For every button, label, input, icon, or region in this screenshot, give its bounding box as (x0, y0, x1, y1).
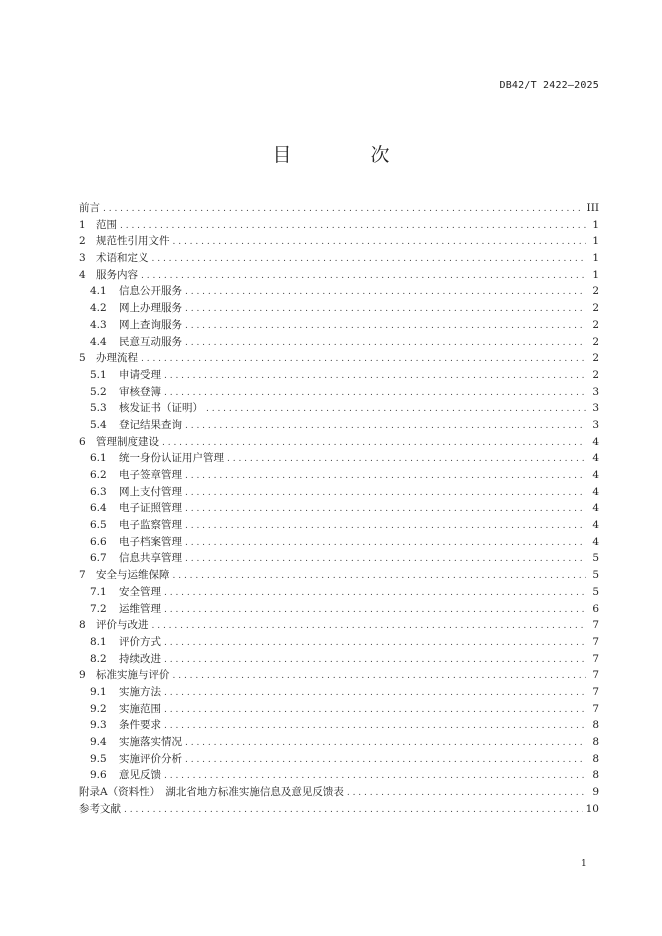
toc-entry-number: 4.2 (90, 302, 107, 315)
toc-entry[interactable] (79, 567, 599, 584)
toc-entry-label: 审核登簿 (119, 385, 161, 398)
toc-entry-page: 4 (592, 485, 599, 498)
toc-entry-label: 核发证书（证明） (119, 402, 203, 415)
page-title: 目 次 (272, 144, 420, 166)
toc-leader-dots (141, 268, 586, 285)
toc-entry-number: 4 (79, 268, 86, 281)
toc-leader-dots (227, 451, 586, 468)
toc-entry-page: 1 (592, 235, 599, 248)
toc-entry-page: 1 (592, 218, 599, 231)
toc-entry-number: 7.1 (90, 585, 107, 598)
toc-entry[interactable] (79, 334, 599, 351)
toc-entry-number: 4.1 (90, 285, 107, 298)
toc-entry-page: 6 (592, 602, 599, 615)
toc-leader-dots (164, 368, 586, 385)
toc-entry-page: 2 (592, 302, 599, 315)
toc-entry-page: 10 (585, 802, 599, 815)
table-of-contents (79, 200, 599, 817)
toc-entry-label: 网上查询服务 (119, 318, 182, 331)
toc-entry-label: 前言 (79, 202, 100, 214)
toc-entry-label: 申请受理 (119, 368, 161, 381)
toc-entry-number: 9.3 (90, 719, 107, 732)
toc-entry-label: 意见反馈 (119, 769, 161, 782)
toc-entry[interactable] (79, 434, 599, 451)
toc-entry[interactable] (79, 450, 599, 467)
toc-leader-dots (152, 251, 587, 268)
toc-entry-page: 4 (592, 535, 599, 548)
toc-entry-label: 安全与运维保障 (96, 569, 170, 582)
toc-leader-dots (185, 418, 586, 435)
toc-entry-label: 附录A（资料性） 湖北省地方标准实施信息及意见反馈表 (79, 786, 344, 799)
toc-entry-label: 实施落实情况 (119, 736, 182, 748)
toc-entry-page: 4 (592, 452, 599, 465)
toc-entry-page: III (586, 202, 599, 214)
toc-entry-label: 运维管理 (119, 602, 161, 615)
toc-leader-dots (141, 351, 586, 368)
toc-entry[interactable] (79, 500, 599, 517)
toc-entry-label: 术语和定义 (96, 252, 149, 265)
toc-entry[interactable] (79, 534, 599, 551)
toc-entry-page: 2 (592, 352, 599, 365)
toc-entry-number: 5.3 (90, 402, 107, 415)
toc-entry-label: 条件要求 (119, 719, 161, 732)
toc-entry-page: 2 (592, 285, 599, 298)
toc-leader-dots (164, 635, 586, 652)
document-code: DB42/T 2422—2025 (499, 80, 599, 91)
toc-entry-number: 6.3 (90, 485, 107, 498)
toc-leader-dots (185, 735, 586, 752)
toc-leader-dots (185, 318, 586, 335)
toc-leader-dots (173, 568, 587, 585)
toc-entry-label: 实施方法 (119, 685, 161, 698)
toc-entry-label: 服务内容 (96, 268, 138, 281)
toc-entry[interactable] (79, 667, 599, 684)
toc-leader-dots (185, 468, 586, 485)
toc-leader-dots (120, 218, 586, 235)
toc-entry-label: 网上支付管理 (119, 485, 182, 498)
toc-entry[interactable] (79, 651, 599, 668)
toc-leader-dots (152, 618, 587, 635)
toc-entry[interactable] (79, 367, 599, 384)
toc-entry-number: 5.2 (90, 385, 107, 398)
toc-entry[interactable] (79, 701, 599, 718)
toc-entry[interactable] (79, 784, 599, 801)
toc-leader-dots (164, 602, 586, 619)
toc-entry-label: 网上办理服务 (119, 302, 182, 315)
toc-leader-dots (164, 652, 586, 669)
toc-entry-page: 2 (592, 335, 599, 348)
toc-entry-number: 8.1 (90, 635, 107, 648)
toc-leader-dots (185, 335, 586, 352)
toc-leader-dots (185, 301, 586, 318)
toc-leader-dots (185, 518, 586, 535)
toc-entry-number: 3 (79, 252, 86, 265)
toc-entry-label: 信息共享管理 (119, 552, 182, 565)
toc-entry[interactable] (79, 300, 599, 317)
page-number: 1 (581, 859, 587, 869)
toc-leader-dots (164, 702, 586, 719)
toc-leader-dots (164, 685, 586, 702)
toc-entry-page: 7 (592, 652, 599, 665)
toc-leader-dots (164, 385, 586, 402)
toc-entry[interactable] (79, 584, 599, 601)
toc-entry[interactable] (79, 550, 599, 567)
toc-entry-label: 电子监察管理 (119, 519, 182, 532)
toc-entry[interactable] (79, 384, 599, 401)
toc-entry-number: 9.1 (90, 685, 107, 698)
toc-entry-number: 5 (79, 352, 86, 365)
toc-entry-page: 7 (592, 635, 599, 648)
toc-entry-number: 8 (79, 619, 86, 632)
toc-entry-page: 2 (592, 368, 599, 381)
toc-entry-label: 评价与改进 (96, 619, 149, 632)
toc-entry[interactable] (79, 617, 599, 634)
toc-entry[interactable] (79, 634, 599, 651)
toc-entry-label: 安全管理 (119, 585, 161, 598)
toc-entry[interactable] (79, 751, 599, 768)
toc-leader-dots (173, 234, 587, 251)
toc-entry-label: 范围 (96, 218, 117, 231)
toc-leader-dots (173, 668, 587, 685)
toc-entry-page: 1 (592, 252, 599, 265)
toc-entry-number: 8.2 (90, 652, 107, 665)
toc-entry-page: 8 (592, 769, 599, 782)
toc-entry-page: 3 (592, 385, 599, 398)
toc-entry-number: 4.4 (90, 335, 107, 348)
toc-entry[interactable] (79, 267, 599, 284)
toc-entry-page: 2 (592, 318, 599, 331)
toc-entry[interactable] (79, 517, 599, 534)
toc-entry[interactable] (79, 250, 599, 267)
toc-entry-number: 6 (79, 435, 86, 448)
toc-entry-number: 6.5 (90, 519, 107, 532)
toc-entry-number: 9.5 (90, 752, 107, 765)
toc-entry-label: 参考文献 (79, 802, 121, 815)
toc-entry-page: 5 (592, 585, 599, 598)
toc-entry-page: 3 (592, 418, 599, 431)
toc-entry-page: 7 (592, 702, 599, 715)
toc-entry-number: 2 (79, 235, 86, 248)
toc-leader-dots (164, 768, 586, 785)
toc-entry-label: 民意互动服务 (119, 335, 182, 348)
toc-leader-dots (185, 535, 586, 552)
toc-entry[interactable] (79, 317, 599, 334)
toc-leader-dots (347, 785, 586, 802)
toc-leader-dots (164, 718, 586, 735)
toc-leader-dots (185, 551, 586, 568)
toc-entry-number: 7.2 (90, 602, 107, 615)
toc-entry-number: 6.7 (90, 552, 107, 565)
toc-entry-label: 评价方式 (119, 635, 161, 648)
toc-entry-page: 4 (592, 469, 599, 481)
toc-entry[interactable] (79, 684, 599, 701)
toc-entry-label: 统一身份认证用户管理 (119, 452, 224, 465)
toc-entry-label: 电子证照管理 (119, 502, 182, 515)
toc-entry-number: 9.2 (90, 702, 107, 715)
toc-leader-dots (185, 284, 586, 301)
toc-entry[interactable] (79, 734, 599, 751)
toc-entry-label: 持续改进 (119, 652, 161, 665)
toc-entry-number: 6.4 (90, 502, 107, 515)
toc-entry-number: 9 (79, 669, 86, 682)
toc-entry-page: 3 (592, 402, 599, 415)
toc-entry-page: 1 (592, 268, 599, 281)
toc-leader-dots (206, 401, 586, 418)
toc-leader-dots (103, 201, 584, 218)
toc-entry-page: 8 (592, 736, 599, 748)
toc-entry-page: 5 (592, 569, 599, 582)
toc-entry-label: 标准实施与评价 (96, 669, 170, 682)
toc-entry-page: 4 (592, 502, 599, 515)
toc-entry-label: 规范性引用文件 (96, 235, 170, 248)
toc-entry-number: 5.4 (90, 418, 107, 431)
toc-entry[interactable] (79, 233, 599, 250)
toc-entry-number: 5.1 (90, 368, 107, 381)
toc-entry-number: 9.4 (90, 736, 107, 748)
toc-entry-label: 电子签章管理 (119, 469, 182, 481)
toc-leader-dots (124, 802, 583, 819)
toc-entry-page: 7 (592, 619, 599, 632)
toc-entry[interactable] (79, 200, 599, 217)
toc-entry[interactable] (79, 801, 599, 818)
toc-entry-number: 6.2 (90, 469, 107, 481)
toc-entry[interactable] (79, 717, 599, 734)
toc-entry-label: 实施范围 (119, 702, 161, 715)
toc-entry-label: 办理流程 (96, 352, 138, 365)
toc-entry[interactable] (79, 601, 599, 618)
toc-leader-dots (164, 585, 586, 602)
toc-entry-number: 4.3 (90, 318, 107, 331)
toc-entry-number: 9.6 (90, 769, 107, 782)
toc-entry[interactable] (79, 217, 599, 234)
toc-entry-number: 1 (79, 218, 86, 231)
toc-entry-page: 5 (592, 552, 599, 565)
toc-entry-label: 登记结果查询 (119, 418, 182, 431)
toc-entry[interactable] (79, 467, 599, 484)
toc-entry[interactable] (79, 767, 599, 784)
toc-entry-page: 4 (592, 435, 599, 448)
toc-entry[interactable] (79, 400, 599, 417)
toc-entry-label: 实施评价分析 (119, 752, 182, 765)
toc-leader-dots (162, 435, 586, 452)
toc-entry[interactable] (79, 484, 599, 501)
toc-entry-page: 8 (592, 752, 599, 765)
toc-entry[interactable] (79, 417, 599, 434)
toc-leader-dots (185, 501, 586, 518)
toc-entry-number: 6.6 (90, 535, 107, 548)
toc-entry-page: 7 (592, 669, 599, 682)
toc-entry-number: 7 (79, 569, 86, 582)
toc-entry-label: 管理制度建设 (96, 435, 159, 448)
toc-entry-label: 信息公开服务 (119, 285, 182, 298)
toc-leader-dots (185, 752, 586, 769)
toc-entry[interactable] (79, 283, 599, 300)
toc-entry-page: 9 (592, 786, 599, 799)
toc-entry-page: 8 (592, 719, 599, 732)
toc-leader-dots (185, 485, 586, 502)
toc-entry-page: 4 (592, 519, 599, 532)
toc-entry[interactable] (79, 350, 599, 367)
toc-entry-number: 6.1 (90, 452, 107, 465)
toc-entry-page: 7 (592, 685, 599, 698)
toc-entry-label: 电子档案管理 (119, 535, 182, 548)
